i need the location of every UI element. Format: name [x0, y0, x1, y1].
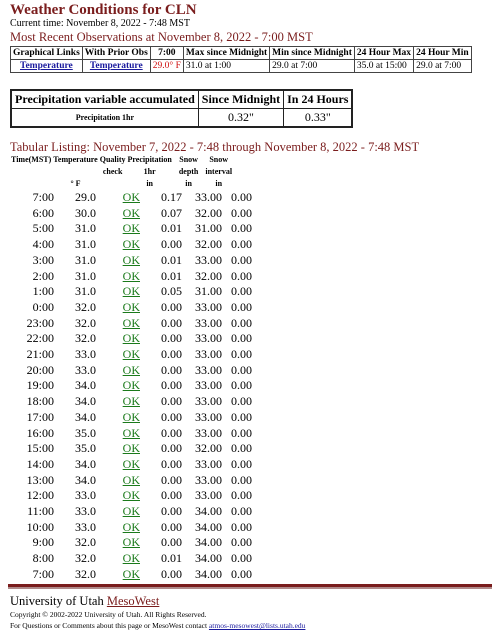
row-time: 12:00	[26, 488, 54, 503]
row-quality-cell	[96, 473, 140, 489]
row-precipitation: 0.00	[161, 488, 182, 503]
row-temperature: 32.0	[75, 535, 96, 550]
row-snow-interval: 0.00	[231, 378, 252, 393]
quality-check-link[interactable]: OK	[122, 347, 140, 362]
row-snow-depth: 33.00	[195, 425, 222, 440]
row-snow-depth: 33.00	[195, 472, 222, 487]
table-row	[10, 300, 252, 316]
row-quality-cell	[96, 316, 140, 332]
row-snow-depth: 32.00	[195, 268, 222, 283]
header-min-since-midnight: Min since Midnight	[270, 47, 355, 60]
quality-check-link[interactable]: OK	[122, 441, 140, 456]
recent-observations-heading: Most Recent Observations at November 8, 2022 - 7:00 MST	[10, 30, 313, 44]
max-24h: 35.0 at 15:00	[354, 60, 413, 73]
row-time: 20:00	[26, 362, 54, 377]
row-snow-interval: 0.00	[231, 425, 252, 440]
quality-check-link[interactable]: OK	[122, 472, 140, 487]
row-temperature: 32.0	[75, 299, 96, 314]
row-snow-interval: 0.00	[231, 488, 252, 503]
row-temperature: 29.0	[75, 190, 96, 204]
observations-header-row	[11, 47, 472, 60]
row-snow-depth: 34.00	[195, 551, 222, 566]
row-time: 6:00	[32, 205, 54, 220]
quality-check-link[interactable]: OK	[122, 205, 140, 220]
table-row	[10, 221, 252, 237]
precipitation-table	[10, 89, 353, 128]
quality-check-link[interactable]: OK	[122, 551, 140, 566]
row-precipitation: 0.01	[161, 268, 182, 283]
quality-check-link[interactable]: OK	[122, 190, 140, 204]
col-snow-interval-unit: in	[215, 179, 223, 188]
quality-check-link[interactable]: OK	[122, 331, 140, 346]
footer-contact-text: For Questions or Comments about this page or MesoWest contact	[10, 621, 208, 630]
table-row	[10, 284, 252, 300]
row-snow-depth: 33.00	[195, 315, 222, 330]
row-temperature: 34.0	[75, 378, 96, 393]
row-temperature: 35.0	[75, 441, 96, 456]
row-quality-cell	[96, 237, 140, 253]
row-quality-cell	[96, 284, 140, 300]
row-precipitation: 0.00	[161, 315, 182, 330]
row-precipitation: 0.00	[161, 378, 182, 393]
row-precipitation: 0.00	[161, 441, 182, 456]
row-temperature: 34.0	[75, 394, 96, 409]
row-time: 17:00	[26, 409, 54, 424]
graphical-link-cell	[11, 60, 83, 73]
row-precipitation: 0.01	[161, 252, 182, 267]
row-snow-depth: 33.00	[195, 456, 222, 471]
row-quality-cell	[96, 269, 140, 285]
observations-row	[11, 60, 472, 73]
table-row	[10, 410, 252, 426]
table-row	[10, 473, 252, 489]
row-snow-interval: 0.00	[231, 284, 252, 299]
footer-org: University of Utah	[10, 594, 104, 608]
row-snow-depth: 34.00	[195, 535, 222, 550]
row-quality-cell	[96, 488, 140, 504]
row-temperature: 34.0	[75, 409, 96, 424]
precip-header-since-midnight: Since Midnight	[198, 90, 283, 109]
table-row	[10, 520, 252, 536]
row-quality-cell	[96, 426, 140, 442]
row-precipitation: 0.01	[161, 551, 182, 566]
quality-check-link[interactable]: OK	[122, 299, 140, 314]
table-row	[10, 535, 252, 551]
row-quality-cell	[96, 300, 140, 316]
row-precipitation: 0.05	[161, 284, 182, 299]
row-time: 0:00	[32, 299, 54, 314]
col-quality-sub: check	[102, 167, 123, 176]
row-temperature: 33.0	[75, 488, 96, 503]
precip-variable: Precipitation 1hr	[11, 109, 198, 128]
row-quality-cell	[96, 363, 140, 379]
row-time: 14:00	[26, 456, 54, 471]
quality-check-link[interactable]: OK	[122, 221, 140, 236]
row-precipitation: 0.07	[161, 205, 182, 220]
quality-check-link[interactable]: OK	[122, 284, 140, 299]
quality-check-link[interactable]: OK	[122, 237, 140, 252]
row-snow-depth: 34.00	[195, 504, 222, 519]
row-snow-depth: 33.00	[195, 394, 222, 409]
row-temperature: 33.0	[75, 519, 96, 534]
row-temperature: 33.0	[75, 347, 96, 362]
row-temperature: 34.0	[75, 472, 96, 487]
tabular-data-table	[10, 190, 252, 583]
row-temperature: 35.0	[75, 425, 96, 440]
row-time: 2:00	[32, 268, 54, 283]
row-snow-depth: 32.00	[195, 441, 222, 456]
row-time: 22:00	[26, 331, 54, 346]
observations-table	[10, 46, 472, 73]
col-time: Time(MST)	[11, 155, 52, 164]
row-precipitation: 0.01	[161, 221, 182, 236]
tabular-header	[10, 154, 233, 190]
row-time: 7:00	[32, 190, 54, 204]
row-precipitation: 0.00	[161, 237, 182, 252]
table-row	[10, 504, 252, 520]
row-temperature: 33.0	[75, 504, 96, 519]
table-row	[10, 363, 252, 379]
precip-24h: 0.33"	[284, 109, 353, 128]
row-snow-depth: 33.00	[195, 378, 222, 393]
row-temperature: 31.0	[75, 268, 96, 283]
row-snow-interval: 0.00	[231, 237, 252, 252]
quality-check-link[interactable]: OK	[122, 252, 140, 267]
row-snow-interval: 0.00	[231, 394, 252, 409]
quality-check-link[interactable]: OK	[122, 394, 140, 409]
row-snow-interval: 0.00	[231, 409, 252, 424]
quality-check-link[interactable]: OK	[122, 535, 140, 550]
row-snow-interval: 0.00	[231, 566, 252, 581]
col-snow-depth-unit: in	[185, 179, 192, 188]
row-snow-interval: 0.00	[231, 504, 252, 519]
row-time: 7:00	[32, 566, 54, 581]
row-snow-depth: 33.00	[195, 488, 222, 503]
table-row	[10, 331, 252, 347]
row-quality-cell	[96, 457, 140, 473]
row-time: 19:00	[26, 378, 54, 393]
header-graphical-links: Graphical Links	[11, 47, 83, 60]
row-precipitation: 0.00	[161, 472, 182, 487]
row-time: 3:00	[32, 252, 54, 267]
col-precipitation-sub: 1hr	[143, 167, 156, 176]
table-row	[10, 441, 252, 457]
row-precipitation: 0.00	[161, 425, 182, 440]
temperature-graph-link[interactable]: Temperature	[20, 61, 73, 71]
row-time: 18:00	[26, 394, 54, 409]
table-row	[10, 190, 252, 206]
row-temperature: 30.0	[75, 205, 96, 220]
row-quality-cell	[96, 394, 140, 410]
row-time: 11:00	[27, 504, 54, 519]
quality-check-link[interactable]: OK	[122, 488, 140, 503]
table-row	[10, 237, 252, 253]
contact-email-link[interactable]: atmos-mesowest@lists.utah.edu	[208, 621, 306, 630]
row-snow-interval: 0.00	[231, 456, 252, 471]
table-row	[10, 347, 252, 363]
row-precipitation: 0.00	[161, 299, 182, 314]
row-quality-cell	[96, 535, 140, 551]
precip-header-24h: In 24 Hours	[284, 90, 353, 109]
temperature-prior-obs-link[interactable]: Temperature	[89, 61, 143, 71]
row-precipitation: 0.00	[161, 519, 182, 534]
header-max-since-midnight: Max since Midnight	[183, 47, 269, 60]
row-time: 5:00	[32, 221, 54, 236]
row-snow-interval: 0.00	[231, 551, 252, 566]
col-snow-interval: Snow	[209, 155, 229, 164]
row-quality-cell	[96, 504, 140, 520]
row-quality-cell	[96, 190, 140, 206]
quality-check-link[interactable]: OK	[122, 425, 140, 440]
footer-org-line	[10, 594, 498, 608]
row-time: 21:00	[26, 347, 54, 362]
row-temperature: 31.0	[75, 252, 96, 267]
quality-check-link[interactable]: OK	[122, 315, 140, 330]
row-snow-interval: 0.00	[231, 362, 252, 377]
row-snow-interval: 0.00	[231, 190, 252, 204]
table-row	[10, 269, 252, 285]
precip-header-row	[11, 90, 352, 109]
row-temperature: 34.0	[75, 456, 96, 471]
row-time: 16:00	[26, 425, 54, 440]
col-snow-depth: Snow	[179, 155, 198, 164]
row-time: 13:00	[26, 472, 54, 487]
row-quality-cell	[96, 567, 140, 583]
row-quality-cell	[96, 206, 140, 222]
row-quality-cell	[96, 221, 140, 237]
row-snow-interval: 0.00	[231, 268, 252, 283]
quality-check-link[interactable]: OK	[122, 456, 140, 471]
row-snow-depth: 33.00	[195, 409, 222, 424]
row-temperature: 33.0	[75, 362, 96, 377]
row-precipitation: 0.00	[161, 331, 182, 346]
row-temperature: 32.0	[75, 566, 96, 581]
page-title: Weather Conditions for CLN	[10, 2, 197, 18]
row-time: 8:00	[32, 551, 54, 566]
row-snow-depth: 33.00	[195, 347, 222, 362]
min-24h: 29.0 at 7:00	[414, 60, 472, 73]
row-quality-cell	[96, 331, 140, 347]
quality-check-link[interactable]: OK	[122, 268, 140, 283]
row-snow-interval: 0.00	[231, 519, 252, 534]
row-quality-cell	[96, 253, 140, 269]
table-row	[10, 488, 252, 504]
col-snow-interval-sub: interval	[205, 167, 233, 176]
row-precipitation: 0.00	[161, 566, 182, 581]
quality-check-link[interactable]: OK	[122, 519, 140, 534]
row-temperature: 31.0	[75, 221, 96, 236]
row-snow-depth: 33.00	[195, 331, 222, 346]
row-precipitation: 0.17	[161, 190, 182, 204]
row-temperature: 31.0	[75, 237, 96, 252]
row-quality-cell	[96, 410, 140, 426]
table-row	[10, 426, 252, 442]
row-time: 9:00	[32, 535, 54, 550]
table-row	[10, 316, 252, 332]
row-temperature: 31.0	[75, 284, 96, 299]
header-obs-time: 7:00	[150, 47, 183, 60]
row-snow-interval: 0.00	[231, 205, 252, 220]
row-precipitation: 0.00	[161, 535, 182, 550]
quality-check-link[interactable]: OK	[122, 409, 140, 424]
row-quality-cell	[96, 378, 140, 394]
prior-obs-link-cell	[82, 60, 150, 73]
header-with-prior-obs: With Prior Obs	[82, 47, 150, 60]
max-since-midnight: 31.0 at 1:00	[183, 60, 269, 73]
footer-contact	[10, 621, 498, 630]
footer-divider-shadow	[8, 587, 492, 589]
row-snow-depth: 32.00	[195, 237, 222, 252]
footer-copyright: Copyright © 2002-2022 University of Utah. All Rights Reserved.	[10, 610, 207, 619]
quality-check-link[interactable]: OK	[122, 566, 140, 581]
col-temperature-unit: ° F	[70, 179, 81, 188]
row-snow-interval: 0.00	[231, 441, 252, 456]
row-snow-depth: 34.00	[195, 566, 222, 581]
row-snow-interval: 0.00	[231, 221, 252, 236]
quality-check-link[interactable]: OK	[122, 378, 140, 393]
table-row	[10, 394, 252, 410]
row-snow-depth: 34.00	[195, 519, 222, 534]
table-row	[10, 378, 252, 394]
current-time: Current time: November 8, 2022 - 7:48 MST	[10, 18, 190, 29]
mesowest-link[interactable]: MesoWest	[106, 594, 160, 608]
row-quality-cell	[96, 551, 140, 567]
row-snow-depth: 33.00	[195, 299, 222, 314]
row-time: 15:00	[26, 441, 54, 456]
row-snow-interval: 0.00	[231, 347, 252, 362]
row-time: 23:00	[26, 315, 54, 330]
table-row	[10, 457, 252, 473]
row-precipitation: 0.00	[161, 347, 182, 362]
row-temperature: 32.0	[75, 331, 96, 346]
page-content	[10, 2, 498, 583]
header-24h-min: 24 Hour Min	[414, 47, 472, 60]
tabular-listing-heading: Tabular Listing: November 7, 2022 - 7:48 through November 8, 2022 - 7:48 MST	[10, 140, 420, 154]
row-precipitation: 0.00	[161, 409, 182, 424]
table-row	[10, 567, 252, 583]
footer	[10, 594, 498, 630]
row-snow-interval: 0.00	[231, 535, 252, 550]
col-temperature: Temperature	[53, 155, 98, 164]
row-temperature: 32.0	[75, 315, 96, 330]
row-snow-interval: 0.00	[231, 315, 252, 330]
precip-row	[11, 109, 352, 128]
current-temperature: 29.0° F	[150, 60, 183, 73]
quality-check-link[interactable]: OK	[122, 362, 140, 377]
row-snow-depth: 33.00	[195, 252, 222, 267]
row-time: 10:00	[26, 519, 54, 534]
row-snow-depth: 33.00	[195, 362, 222, 377]
min-since-midnight: 29.0 at 7:00	[270, 60, 355, 73]
quality-check-link[interactable]: OK	[122, 504, 140, 519]
row-snow-interval: 0.00	[231, 331, 252, 346]
col-precipitation: Precipitation	[127, 155, 172, 164]
row-precipitation: 0.00	[161, 504, 182, 519]
precip-header-variable: Precipitation variable accumulated	[11, 90, 198, 109]
row-snow-interval: 0.00	[231, 299, 252, 314]
row-precipitation: 0.00	[161, 362, 182, 377]
col-snow-depth-sub: depth	[178, 167, 199, 176]
col-quality: Quality	[99, 155, 126, 164]
row-time: 1:00	[32, 284, 54, 299]
table-row	[10, 206, 252, 222]
header-24h-max: 24 Hour Max	[354, 47, 413, 60]
row-temperature: 32.0	[75, 551, 96, 566]
row-snow-depth: 33.00	[195, 190, 222, 204]
row-snow-interval: 0.00	[231, 472, 252, 487]
row-precipitation: 0.00	[161, 456, 182, 471]
col-precipitation-unit: in	[146, 179, 153, 188]
precip-since-midnight: 0.32"	[198, 109, 283, 128]
table-row	[10, 253, 252, 269]
row-quality-cell	[96, 441, 140, 457]
table-row	[10, 551, 252, 567]
row-snow-depth: 31.00	[195, 221, 222, 236]
row-snow-depth: 32.00	[195, 205, 222, 220]
row-quality-cell	[96, 520, 140, 536]
row-snow-interval: 0.00	[231, 252, 252, 267]
row-snow-depth: 31.00	[195, 284, 222, 299]
row-quality-cell	[96, 347, 140, 363]
row-precipitation: 0.00	[161, 394, 182, 409]
row-time: 4:00	[32, 237, 54, 252]
